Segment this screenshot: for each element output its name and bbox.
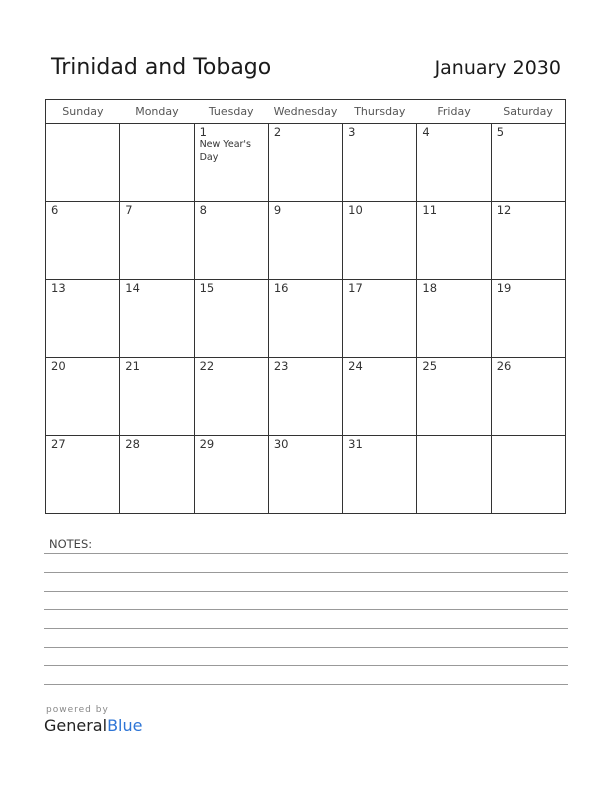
day-number: 28 (125, 437, 140, 451)
generalblue-logo (44, 716, 142, 735)
week-row (46, 280, 566, 358)
notes-line (44, 553, 568, 554)
weekday-header-saturday: Saturday (491, 100, 565, 124)
day-cell (491, 202, 565, 280)
day-number: 16 (273, 281, 289, 295)
day-number: 30 (273, 437, 289, 451)
day-cell (194, 124, 268, 202)
day-number: 25 (422, 359, 438, 373)
day-number: 29 (199, 437, 215, 451)
notes-line (44, 591, 568, 592)
brand-name-blue: Blue (107, 716, 143, 735)
day-cell (417, 280, 491, 358)
calendar-month-title: January 2030 (434, 57, 561, 79)
day-number: 23 (273, 359, 289, 373)
day-number: 19 (496, 281, 512, 295)
day-number (120, 124, 193, 125)
day-number: 7 (125, 203, 133, 217)
day-number: 14 (125, 281, 140, 295)
day-cell (268, 280, 342, 358)
day-cell (343, 358, 417, 436)
weekday-header-monday: Monday (120, 100, 194, 124)
weekday-header-row (46, 100, 566, 124)
day-cell (120, 358, 194, 436)
day-number: 8 (199, 203, 207, 217)
day-number: 1 (199, 125, 207, 139)
week-row (46, 436, 566, 514)
day-number: 22 (199, 359, 215, 373)
calendar-grid (45, 99, 566, 514)
day-cell (120, 202, 194, 280)
weekday-header-wednesday: Wednesday (268, 100, 342, 124)
day-cell (417, 124, 491, 202)
day-number: 9 (273, 203, 282, 217)
day-number: 12 (496, 203, 512, 217)
weekday-header-friday: Friday (417, 100, 491, 124)
day-number: 13 (51, 281, 66, 295)
brand-name-general: General (44, 716, 108, 735)
notes-line (44, 684, 568, 685)
day-cell (194, 358, 268, 436)
day-cell (268, 436, 342, 514)
week-row (46, 358, 566, 436)
day-number: 26 (496, 359, 512, 373)
day-cell (268, 202, 342, 280)
day-cell (268, 358, 342, 436)
day-number: 6 (51, 203, 59, 217)
holiday-label: New Year's Day (199, 139, 251, 163)
powered-by-label: powered by (46, 705, 109, 715)
day-cell (491, 436, 565, 514)
notes-line (44, 647, 568, 648)
weekday-header-tuesday: Tuesday (194, 100, 268, 124)
day-cell (491, 358, 565, 436)
week-row (46, 202, 566, 280)
day-cell (194, 202, 268, 280)
day-number (417, 436, 490, 437)
day-number: 11 (422, 203, 438, 217)
weekday-header-sunday: Sunday (46, 100, 120, 124)
day-cell (343, 202, 417, 280)
notes-line (44, 665, 568, 666)
day-number: 31 (348, 437, 363, 451)
notes-line (44, 609, 568, 610)
day-cell (268, 124, 342, 202)
day-number (492, 436, 565, 437)
day-cell (194, 436, 268, 514)
calendar-country-title: Trinidad and Tobago (51, 55, 272, 80)
day-cell (417, 202, 491, 280)
day-cell (343, 280, 417, 358)
weekday-header-thursday: Thursday (343, 100, 417, 124)
day-cell (417, 358, 491, 436)
day-cell (46, 280, 120, 358)
day-number: 3 (348, 125, 356, 139)
day-number: 20 (51, 359, 66, 373)
day-number: 17 (348, 281, 363, 295)
day-cell (120, 280, 194, 358)
notes-line (44, 572, 568, 573)
day-number: 2 (273, 125, 282, 139)
week-row (46, 124, 566, 202)
day-cell (491, 124, 565, 202)
day-number: 4 (422, 125, 430, 139)
day-cell (120, 436, 194, 514)
day-cell (194, 280, 268, 358)
day-cell (120, 124, 194, 202)
day-cell (491, 280, 565, 358)
day-cell (46, 436, 120, 514)
day-number: 10 (348, 203, 363, 217)
day-cell (417, 436, 491, 514)
day-cell (46, 124, 120, 202)
day-number: 5 (496, 125, 505, 139)
notes-line (44, 628, 568, 629)
day-number (46, 124, 119, 125)
day-cell (46, 202, 120, 280)
day-number: 21 (125, 359, 140, 373)
day-cell (343, 436, 417, 514)
notes-label: NOTES: (49, 537, 93, 551)
day-number: 15 (199, 281, 215, 295)
day-cell (46, 358, 120, 436)
day-number: 27 (51, 437, 66, 451)
day-cell (343, 124, 417, 202)
day-number: 24 (348, 359, 363, 373)
day-number: 18 (422, 281, 438, 295)
